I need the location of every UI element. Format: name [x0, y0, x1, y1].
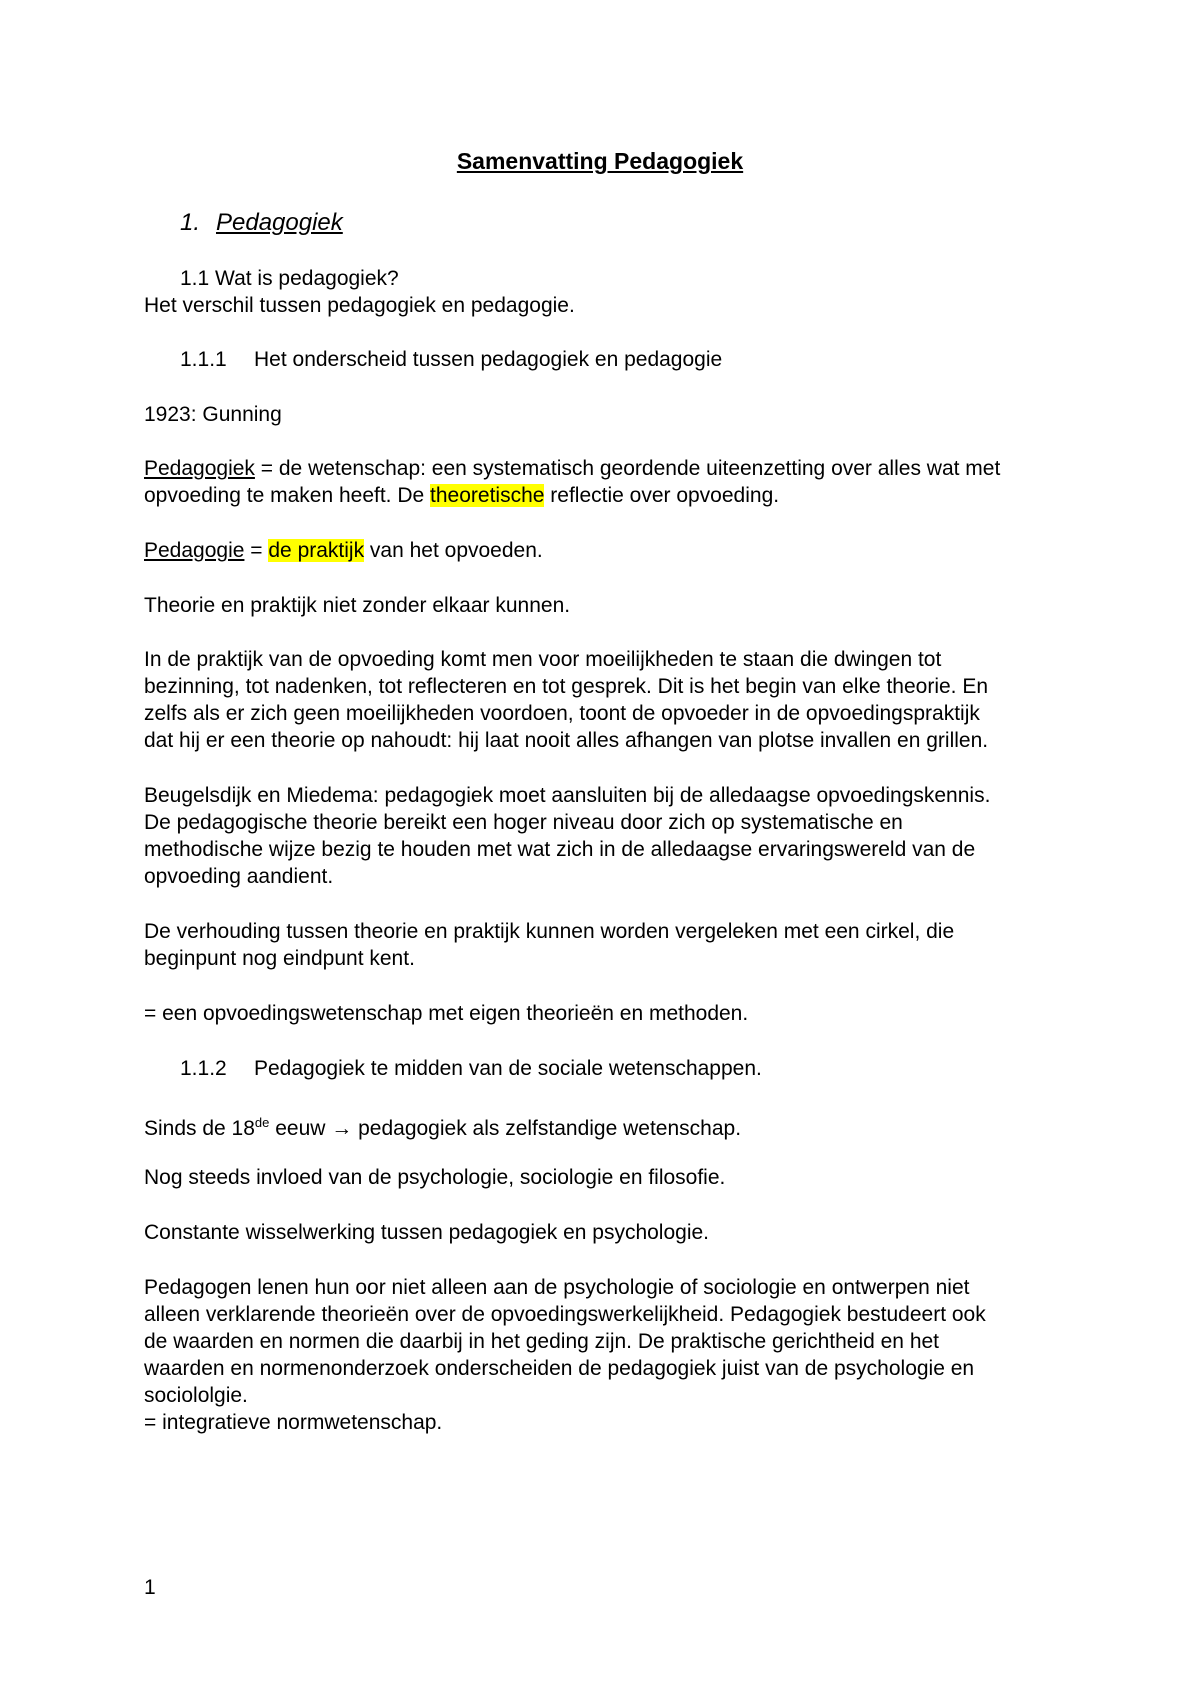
paragraph-line: In de praktijk van de opvoeding komt men voor moeilijkheden te staan die dwingen tot: [144, 648, 942, 671]
theorie-line: Theorie en praktijk niet zonder elkaar kunnen.: [144, 594, 571, 617]
sinds-line: Sinds de 18de eeuw → pedagogiek als zelfstandige wetenschap.: [144, 1115, 742, 1140]
paragraph-line: alleen verklarende theorieën over de opvoedingswerkelijkheid. Pedagogiek bestudeert ook: [144, 1303, 986, 1326]
definition-pedagogiek-line2: opvoeding te maken heeft. De theoretische reflectie over opvoeding.: [144, 484, 780, 507]
paragraph-line: Nog steeds invloed van de psychologie, sociologie en filosofie.: [144, 1166, 726, 1189]
arrow-icon: →: [331, 1117, 353, 1140]
paragraph-line: dat hij er een theorie op nahoudt: hij laat nooit alles afhangen van plotse invallen en grillen.: [144, 729, 989, 752]
paragraph-line: zelfs als er zich geen moeilijkheden voordoen, toont de opvoeder in de opvoedingspraktijk: [144, 702, 980, 725]
highlight-theoretische: theoretische: [430, 484, 545, 507]
paragraph-line: de waarden en normen die daarbij in het geding zijn. De praktische gerichtheid en het: [144, 1330, 940, 1353]
heading-text: Pedagogiek te midden van de sociale wetenschappen.: [254, 1057, 762, 1080]
highlight-de-praktijk: de praktijk: [268, 539, 365, 562]
definition-pedagogiek: Pedagogiek = de wetenschap: een systematisch geordende uiteenzetting over alles wat met: [144, 457, 1001, 480]
page-number: 1: [144, 1576, 156, 1599]
heading-1-1-2: [180, 1056, 762, 1082]
paragraph-line: = integratieve normwetenschap.: [144, 1411, 443, 1434]
heading-1-number: 1.: [180, 209, 201, 236]
paragraph-line: De verhouding tussen theorie en praktijk kunnen worden vergeleken met een cirkel, die: [144, 920, 955, 943]
paragraph-line: Het verschil tussen pedagogiek en pedagogie.: [144, 294, 575, 317]
page-title: Samenvatting Pedagogiek: [456, 148, 744, 174]
heading-number: 1.1.1: [180, 348, 227, 371]
heading-number: 1.1.2: [180, 1057, 227, 1080]
heading-text: Het onderscheid tussen pedagogiek en pedagogie: [254, 348, 723, 371]
gunning-line: 1923: Gunning: [144, 403, 282, 426]
paragraph-line: sociololgie.: [144, 1384, 248, 1407]
paragraph-line: = een opvoedingswetenschap met eigen theorieën en methoden.: [144, 1002, 749, 1025]
definition-pedagogie: Pedagogie = de praktijk van het opvoeden.: [144, 539, 543, 562]
paragraph-line: Constante wisselwerking tussen pedagogiek en psychologie.: [144, 1221, 710, 1244]
paragraph-line: Pedagogen lenen hun oor niet alleen aan de psychologie of sociologie en ontwerpen niet: [144, 1276, 970, 1299]
superscript-de: de: [254, 1115, 270, 1130]
heading-1-1-1: [180, 347, 722, 373]
term-pedagogie: Pedagogie: [144, 539, 245, 562]
heading-1: [180, 210, 343, 237]
paragraph-line: Beugelsdijk en Miedema: pedagogiek moet aansluiten bij de alledaagse opvoedingskennis.: [144, 784, 991, 807]
paragraph-line: methodische wijze bezig te houden met wat zich in de alledaagse ervaringswereld van de: [144, 838, 976, 861]
heading-1-1: 1.1 Wat is pedagogiek?: [180, 267, 399, 290]
paragraph-line: beginpunt nog eindpunt kent.: [144, 947, 415, 970]
paragraph-line: De pedagogische theorie bereikt een hoger niveau door zich op systematische en: [144, 811, 903, 834]
paragraph-line: bezinning, tot nadenken, tot reflecteren en tot gesprek. Dit is het begin van elke theorie. En: [144, 675, 989, 698]
heading-1-label: Pedagogiek: [216, 209, 343, 236]
term-pedagogiek: Pedagogiek: [144, 457, 255, 480]
paragraph-line: waarden en normenonderzoek onderscheiden de pedagogiek juist van de psychologie en: [144, 1357, 975, 1380]
paragraph-line: opvoeding aandient.: [144, 865, 334, 888]
